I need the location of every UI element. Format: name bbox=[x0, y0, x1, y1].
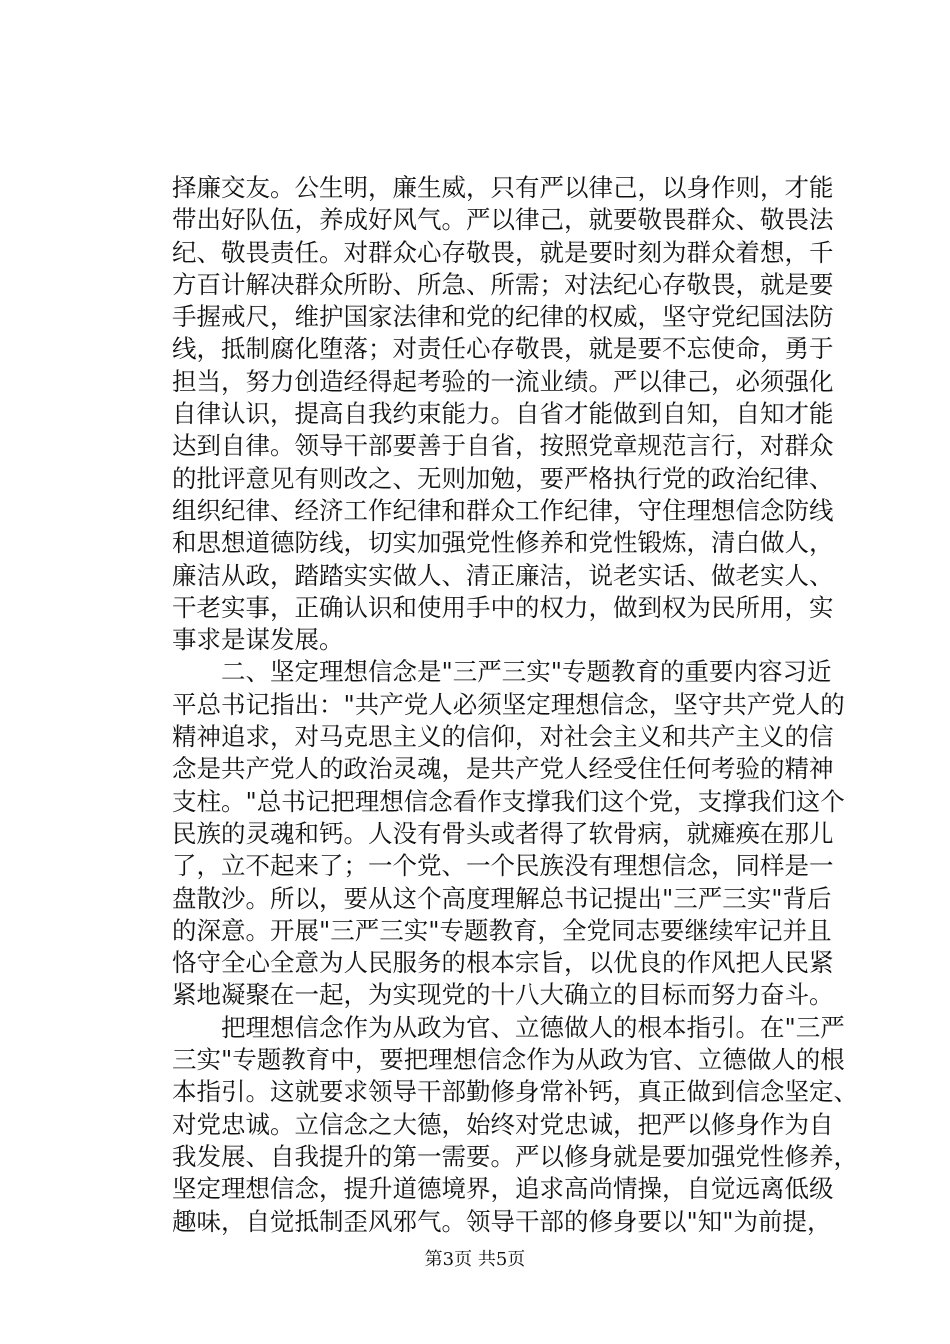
text-line: 和思想道德防线，切实加强党性修养和党性锻炼，清白做人， bbox=[172, 528, 834, 558]
text-line: 趣味，自觉抵制歪风邪气。领导干部的修身要以"知"为前提， bbox=[172, 1206, 832, 1236]
text-line: 我发展、自我提升的第一需要。严以修身就是要加强党性修养， bbox=[172, 1141, 858, 1171]
text-line: 干老实事，正确认识和使用手中的权力，做到权为民所用，实 bbox=[172, 592, 834, 622]
text-line: 盘散沙。所以，要从这个高度理解总书记提出"三严三实"背后 bbox=[172, 883, 832, 913]
text-line: 线，抵制腐化堕落；对责任心存敬畏，就是要不忘使命，勇于 bbox=[172, 334, 834, 364]
text-line: 自律认识，提高自我约束能力。自省才能做到自知，自知才能 bbox=[172, 399, 834, 429]
text-line: 二、坚定理想信念是"三严三实"专题教育的重要内容习近 bbox=[172, 657, 832, 687]
text-line: 把理想信念作为从政为官、立德做人的根本指引。在"三严 bbox=[172, 1012, 845, 1042]
text-line: 三实"专题教育中，要把理想信念作为从政为官、立德做人的根 bbox=[172, 1045, 845, 1075]
text-line: 恪守全心全意为人民服务的根本宗旨，以优良的作风把人民紧 bbox=[172, 948, 834, 978]
text-line: 民族的灵魂和钙。人没有骨头或者得了软骨病，就瘫痪在那儿 bbox=[172, 818, 834, 848]
text-line: 事求是谋发展。 bbox=[172, 625, 344, 655]
text-line: 坚定理想信念，提升道德境界，追求高尚情操，自觉远离低级 bbox=[172, 1174, 834, 1204]
text-line: 廉洁从政，踏踏实实做人、清正廉洁，说老实话、做老实人、 bbox=[172, 560, 834, 590]
body-text bbox=[172, 172, 858, 1238]
text-line: 本指引。这就要求领导干部勤修身常补钙，真正做到信念坚定、 bbox=[172, 1077, 858, 1107]
text-line: 精神追求，对马克思主义的信仰，对社会主义和共产主义的信 bbox=[172, 722, 834, 752]
text-line: 支柱。"总书记把理想信念看作支撑我们这个党，支撑我们这个 bbox=[172, 786, 845, 816]
text-line: 紧地凝聚在一起，为实现党的十八大确立的目标而努力奋斗。 bbox=[172, 980, 834, 1010]
text-line: 的深意。开展"三严三实"专题教育，全党同志要继续牢记并且 bbox=[172, 915, 832, 945]
text-line: 平总书记指出："共产党人必须坚定理想信念，坚守共产党人的 bbox=[172, 689, 845, 719]
text-line: 念是共产党人的政治灵魂，是共产党人经受住任何考验的精神 bbox=[172, 754, 834, 784]
page-footer: 第3页 共5页 bbox=[424, 1249, 526, 1270]
text-line: 担当，努力创造经得起考验的一流业绩。严以律己，必须强化 bbox=[172, 366, 834, 396]
text-line: 了，立不起来了；一个党、一个民族没有理想信念，同样是一 bbox=[172, 851, 834, 881]
text-line: 择廉交友。公生明，廉生威，只有严以律己，以身作则，才能 bbox=[172, 173, 834, 202]
text-line: 对党忠诚。立信念之大德，始终对党忠诚，把严以修身作为自 bbox=[172, 1109, 834, 1139]
text-line: 的批评意见有则改之、无则加勉，要严格执行党的政治纪律、 bbox=[172, 463, 834, 493]
text-line: 带出好队伍，养成好风气。严以律己，就要敬畏群众、敬畏法 bbox=[172, 205, 834, 235]
text-line: 方百计解决群众所盼、所急、所需；对法纪心存敬畏，就是要 bbox=[172, 269, 834, 299]
text-line: 手握戒尺，维护国家法律和党的纪律的权威，坚守党纪国法防 bbox=[172, 302, 834, 332]
text-line: 组织纪律、经济工作纪律和群众工作纪律，守住理想信念防线 bbox=[172, 495, 834, 525]
text-line: 纪、敬畏责任。对群众心存敬畏，就是要时刻为群众着想，千 bbox=[172, 237, 834, 267]
text-line: 达到自律。领导干部要善于自省，按照党章规范言行，对群众 bbox=[172, 431, 834, 461]
